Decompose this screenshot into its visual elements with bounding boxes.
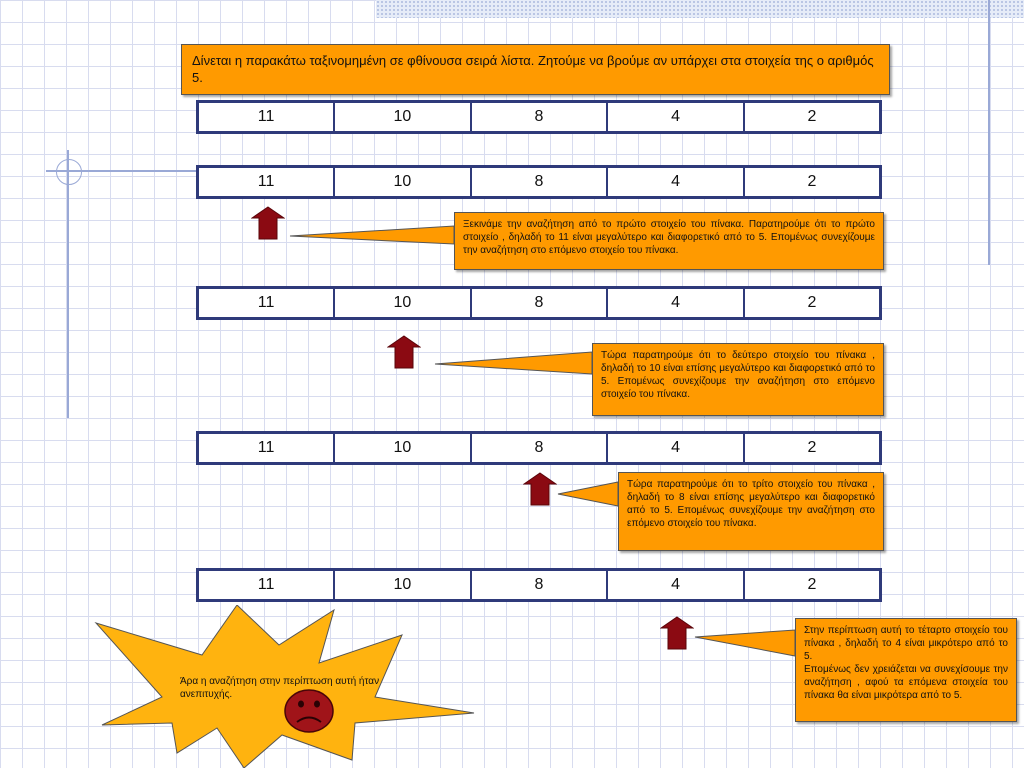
- array-cell: 10: [334, 570, 471, 601]
- note-step-3-text: Τώρα παρατηρούμε ότι το τρίτο στοιχείο του πίνακα , δηλαδή το 8 είναι επίσης μεγαλύτερο και διαφορετικό από το 5. Επομένως συνεχίζουμε την αναζήτηση στο επόμενο στοιχείο του πίνακα.: [627, 479, 875, 529]
- array-cell: 2: [744, 288, 881, 319]
- callout-pointer-3: [558, 482, 618, 506]
- up-arrow-icon-step-3: [523, 472, 557, 506]
- array-cell: 2: [744, 570, 881, 601]
- callout-pointer-2: [435, 352, 592, 374]
- array-cell: 2: [744, 102, 881, 133]
- array-cell: 11: [198, 570, 335, 601]
- array-cell: 8: [471, 102, 608, 133]
- array-cell: 2: [744, 433, 881, 464]
- array-cell: 11: [198, 433, 335, 464]
- array-cell: 10: [334, 288, 471, 319]
- callout-pointer-1: [290, 226, 454, 244]
- array-cell: 8: [471, 167, 608, 198]
- array-cell: 8: [471, 570, 608, 601]
- note-step-3: [618, 472, 884, 551]
- array-cell: 4: [607, 288, 744, 319]
- note-step-2: [592, 343, 884, 416]
- note-step-4: [795, 618, 1017, 722]
- conclusion-text: Άρα η αναζήτηση στην περίπτωση αυτή ήταν ανεπιτυχής.: [180, 676, 380, 700]
- note-step-1-text: Ξεκινάμε την αναζήτηση από το πρώτο στοιχείο του πίνακα. Παρατηρούμε ότι το πρώτο στοιχείο , δηλαδή το 11 είναι μεγαλύτερο και διαφορετικό από το 5. Επομένως συνεχίζουμε την αναζήτηση στο επόμενο στοιχείο του πίνακα.: [463, 219, 875, 256]
- array-cell: 11: [198, 288, 335, 319]
- note-step-4-text-1: Στην περίπτωση αυτή το τέταρτο στοιχείο του πίνακα , δηλαδή το 4 είναι μικρότερο από το 5.: [804, 625, 1008, 662]
- array-cell: 4: [607, 570, 744, 601]
- intro-text: Δίνεται η παρακάτω ταξινομημένη σε φθίνουσα σειρά λίστα. Ζητούμε να βρούμε αν υπάρχει στα στοιχεία της ο αριθμός 5.: [192, 53, 874, 85]
- up-arrow-icon-step-1: [251, 206, 285, 240]
- array-cell: 8: [471, 288, 608, 319]
- array-cell: 10: [334, 167, 471, 198]
- array-cell: 11: [198, 167, 335, 198]
- up-arrow-icon-step-4: [660, 616, 694, 650]
- array-cell: 10: [334, 102, 471, 133]
- up-arrow-icon-step-2: [387, 335, 421, 369]
- array-cell: 10: [334, 433, 471, 464]
- callout-pointer-4: [695, 630, 795, 656]
- array-cell: 11: [198, 102, 335, 133]
- note-step-1: [454, 212, 884, 270]
- array-cell: 2: [744, 167, 881, 198]
- sad-face-icon: [283, 688, 335, 734]
- array-cell: 4: [607, 102, 744, 133]
- array-cell: 8: [471, 433, 608, 464]
- array-cell: 4: [607, 433, 744, 464]
- note-step-2-text: Τώρα παρατηρούμε ότι το δεύτερο στοιχείο του πίνακα , δηλαδή το 10 είναι επίσης μεγαλύτερο και διαφορετικό από το 5. Επομένως συνεχίζουμε την αναζήτηση στο επόμενο στοιχείο του πίνακα.: [601, 350, 875, 400]
- note-step-4-text-2: Επομένως δεν χρειάζεται να συνεχίσουμε την αναζήτηση , αφού τα επόμενα στοιχεία του πίνακα θα είναι μικρότερα από το 5.: [804, 664, 1008, 701]
- array-cell: 4: [607, 167, 744, 198]
